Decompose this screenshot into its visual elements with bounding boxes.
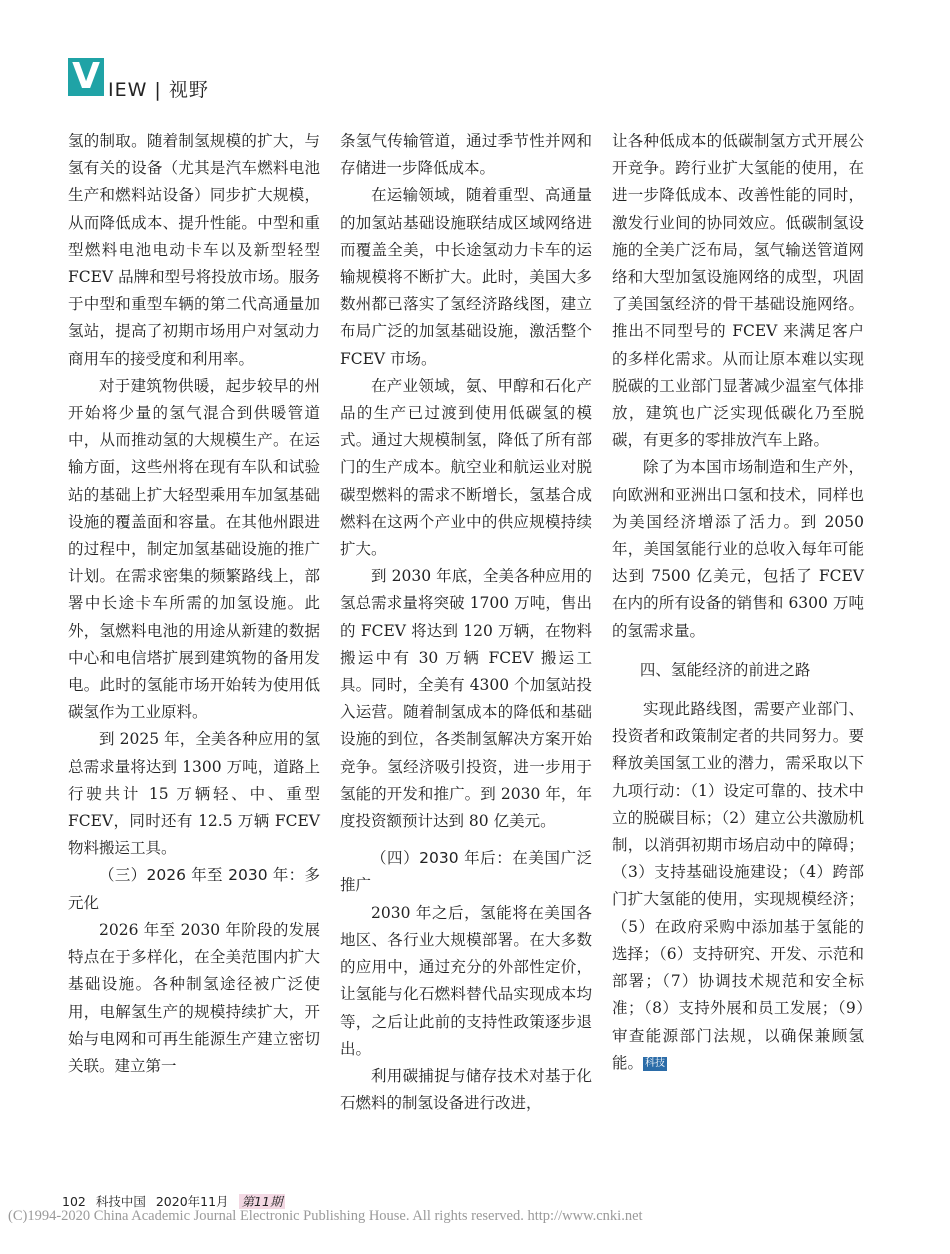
view-logo: V <box>68 58 104 96</box>
copyright-line: (C)1994-2020 China Academic Journal Electronic Publishing House. All rights reserved. http://www.cnki.net <box>8 1208 643 1224</box>
issue-number: 第11期 <box>239 1194 286 1209</box>
subsection-heading: （三）2026 年至 2030 年：多元化 <box>68 866 320 912</box>
paragraph: 利用碳捕捉与储存技术对基于化石燃料的制氢设备进行改进， <box>340 1066 592 1113</box>
text-column-1 <box>68 128 320 1080</box>
section-heading: 四、氢能经济的前进之路 <box>639 660 811 679</box>
text-column-2 <box>340 128 592 1117</box>
issue-date: 2020年11月 <box>155 1194 229 1209</box>
paragraph: 氢的制取。随着制氢规模的扩大，与氢有关的设备（尤其是汽车燃料电池生产和燃料站设备）同步扩大规模，从而降低成本、提升性能。中型和重型燃料电池电动卡车以及新型轻型 FCEV 品牌和型号将投放市场。服务于中型和重型车辆的第二代高通量加氢站，提高了初期市场用户对氢动力商用车的接受度和利用率。 <box>68 132 320 368</box>
text-column-3 <box>612 128 864 1077</box>
paragraph: 到 2030 年底，全美各种应用的氢总需求量将突破 1700 万吨，售出的 FCEV 将达到 120 万辆，在物料搬运中有 30 万辆 FCEV 搬运工具。同时，全美有 4300 个加氢站投入运营。随着制氢成本的降低和基础设施的到位，各类制氢解决方案开始竞争。氢经济吸引投资，进一步用于氢能的开发和推广。到 2030 年，年度投资额预计达到 80 亿美元。 <box>340 567 592 831</box>
page-number: 102 <box>62 1194 86 1209</box>
journal-name: 科技中国 <box>95 1194 146 1209</box>
paragraph: 2030 年之后，氢能将在美国各地区、各行业大规模部署。在大多数的应用中，通过充分的外部性定价，让氢能与化石燃料替代品实现成本均等，之后让此前的支持性政策逐步退出。 <box>340 903 592 1058</box>
paragraph: 在产业领域，氨、甲醇和石化产品的生产已过渡到使用低碳氢的模式。通过大规模制氢，降低了所有部门的生产成本。航空业和航运业对脱碳型燃料的需求不断增长，氢基合成燃料在这两个产业中的供应规模持续扩大。 <box>340 376 592 559</box>
section-title: IEW | 视野 <box>108 79 209 101</box>
paragraph: 让各种低成本的低碳制氢方式开展公开竞争。跨行业扩大氢能的使用，在进一步降低成本、改善性能的同时，激发行业间的协同效应。低碳制氢设施的全美广泛布局，氢气输送管道网络和大型加氢设施网络的成型，巩固了美国氢经济的骨干基础设施网络。推出不同型号的 FCEV 来满足客户的多样化需求。从而让原本难以实现脱碳的工业部门显著减少温室气体排放，建筑也广泛实现低碳化乃至脱碳，有更多的零排放汽车上路。 <box>612 132 864 450</box>
paragraph: 2026 年至 2030 年阶段的发展特点在于多样化，在全美范围内扩大基础设施。各种制氢途径被广泛使用，电解氢生产的规模持续扩大，开始与电网和可再生能源生产建立密切关联。建立第一 <box>68 920 320 1075</box>
paragraph: 在运输领域，随着重型、高通量的加氢站基础设施联结成区域网络进而覆盖全美，中长途氢动力卡车的运输规模将不断扩大。此时，美国大多数州都已落实了氢经济路线图，建立布局广泛的加氢基础设施，激活整个 FCEV 市场。 <box>340 186 592 368</box>
paragraph: 对于建筑物供暖，起步较早的州开始将少量的氢气混合到供暖管道中，从而推动氢的大规模生产。在运输方面，这些州将在现有车队和试验站的基础上扩大轻型乘用车加氢基础设施的覆盖面和容量。在其他州跟进的过程中，制定加氢基础设施的推广计划。在需求密集的频繁路线上，部署中长途卡车所需的加氢设施。此外，氢燃料电池的用途从新建的数据中心和电信塔扩展到建筑物的备用发电。此时的氢能市场开始转为使用低碳氢作为工业原料。 <box>68 376 320 722</box>
paragraph-text: 实现此路线图，需要产业部门、投资者和政策制定者的共同努力。要释放美国氢工业的潜力，需采取以下九项行动：（1）设定可靠的、技术中立的脱碳目标；（2）建立公共激励机制，以消弭初期市场启动中的障碍；（3）支持基础设施建设；（4）跨部门扩大氢能的使用，实现规模经济；（5）在政府采购中添加基于氢能的选择；（6）支持研究、开发、示范和部署；（7）协调技术规范和安全标准；（8）支持外展和员工发展；（9）审查能源部门法规，以确保兼顾氢能。 <box>612 700 864 1072</box>
paragraph: 到 2025 年，全美各种应用的氢总需求量将达到 1300 万吨，道路上行驶共计 15 万辆轻、中、重型 FCEV，同时还有 12.5 万辆 FCEV 物料搬运工具。 <box>68 730 320 858</box>
end-mark-icon: 科技 <box>645 1057 666 1069</box>
paragraph: 除了为本国市场制造和生产外，向欧洲和亚洲出口氢和技术，同样也为美国经济增添了活力。到 2050 年，美国氢能行业的总收入每年可能达到 7500 亿美元，包括了 FCEV 在内的所有设备的销售和 6300 万吨的氢需求量。 <box>612 458 864 640</box>
subsection-heading: （四）2030 年后：在美国广泛推广 <box>340 849 592 895</box>
paragraph <box>612 696 864 1077</box>
paragraph: 条氢气传输管道，通过季节性并网和存储进一步降低成本。 <box>340 132 592 178</box>
